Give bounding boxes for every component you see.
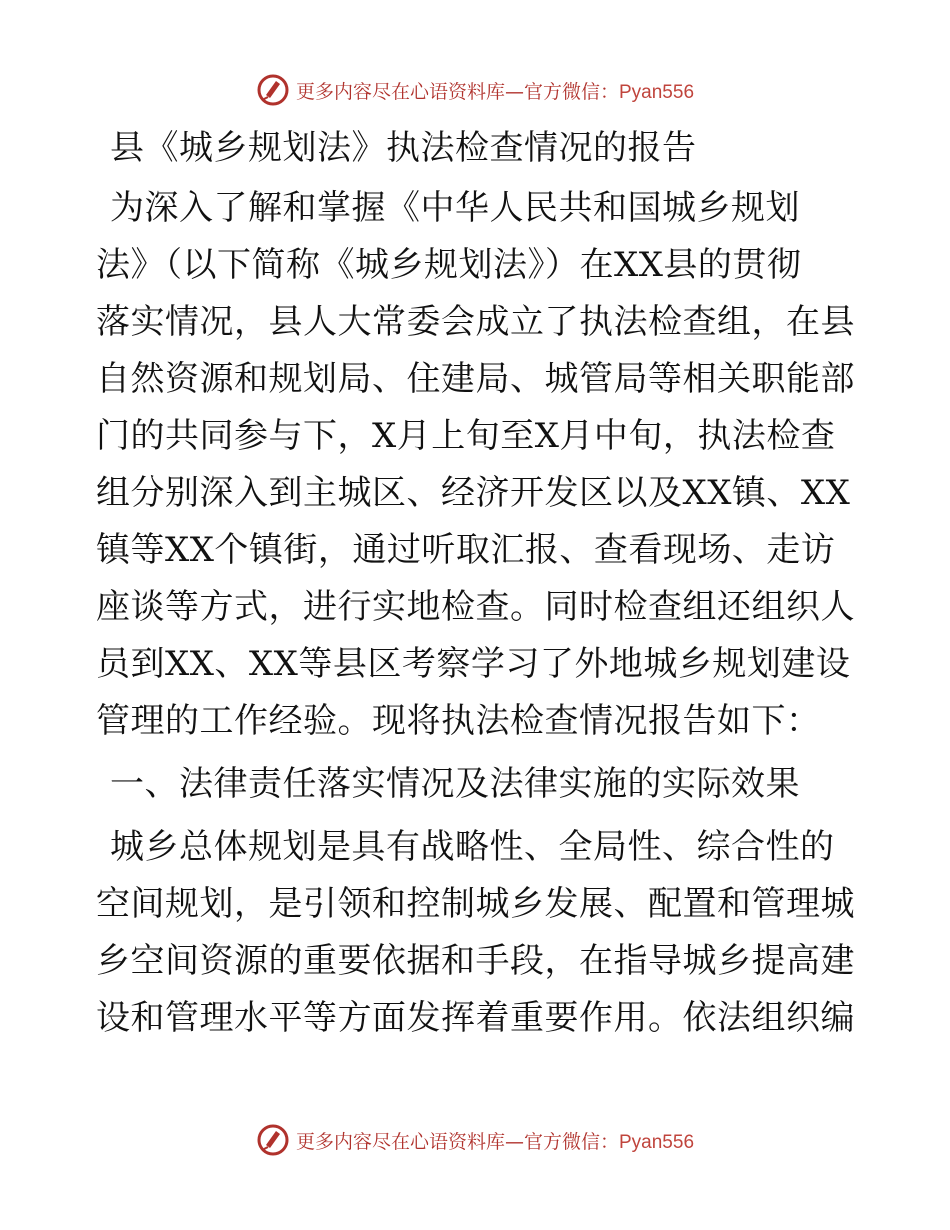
paragraph-line: 设和管理水平等方面发挥着重要作用。依法组织编	[96, 998, 855, 1038]
brand-logo-icon	[256, 1123, 290, 1157]
paragraph-line: 座谈等方式，进行实地检查。同时检查组还组织人	[96, 587, 855, 627]
paragraph-line: 落实情况，县人大常委会成立了执法检查组，在县	[96, 302, 855, 342]
banner-wechat-handle: Pyan556	[619, 1131, 695, 1153]
paragraph-line: 组分别深入到主城区、经济开发区以及XX镇、XX	[96, 473, 851, 513]
paragraph-line: 员到XX、XX等县区考察学习了外地城乡规划建设	[96, 644, 851, 684]
brand-logo-icon	[256, 73, 290, 107]
paragraph-line: 镇等XX个镇街，通过听取汇报、查看现场、走访	[96, 530, 836, 570]
paragraph-line: 门的共同参与下，X月上旬至X月中旬，执法检查	[96, 416, 836, 456]
document-title: 县《城乡规划法》执法检查情况的报告	[110, 128, 697, 168]
paragraph-line: 乡空间资源的重要依据和手段，在指导城乡提高建	[96, 941, 855, 981]
banner-wechat-handle: Pyan556	[619, 81, 695, 103]
paragraph-line: 为深入了解和掌握《中华人民共和国城乡规划	[110, 188, 800, 228]
banner-label: 更多内容尽在心语资料库—官方微信：	[295, 1130, 619, 1153]
section-heading: 一、法律责任落实情况及法律实施的实际效果	[110, 764, 800, 804]
banner-text	[296, 77, 694, 104]
paragraph-intro	[96, 180, 856, 750]
paragraph-line: 空间规划，是引领和控制城乡发展、配置和管理城	[96, 884, 855, 924]
header-banner	[0, 70, 950, 110]
banner-label: 更多内容尽在心语资料库—官方微信：	[295, 80, 619, 103]
banner-text	[296, 1127, 694, 1154]
footer-banner	[0, 1120, 950, 1160]
paragraph-line: 自然资源和规划局、住建局、城管局等相关职能部	[96, 359, 855, 399]
paragraph-line: 法》（以下简称《城乡规划法》）在XX县的贯彻	[96, 245, 802, 285]
document-body	[96, 116, 856, 1047]
paragraph-line: 城乡总体规划是具有战略性、全局性、综合性的	[110, 827, 835, 867]
paragraph-line: 管理的工作经验。现将执法检查情况报告如下：	[96, 701, 821, 741]
paragraph-section1	[96, 819, 856, 1047]
